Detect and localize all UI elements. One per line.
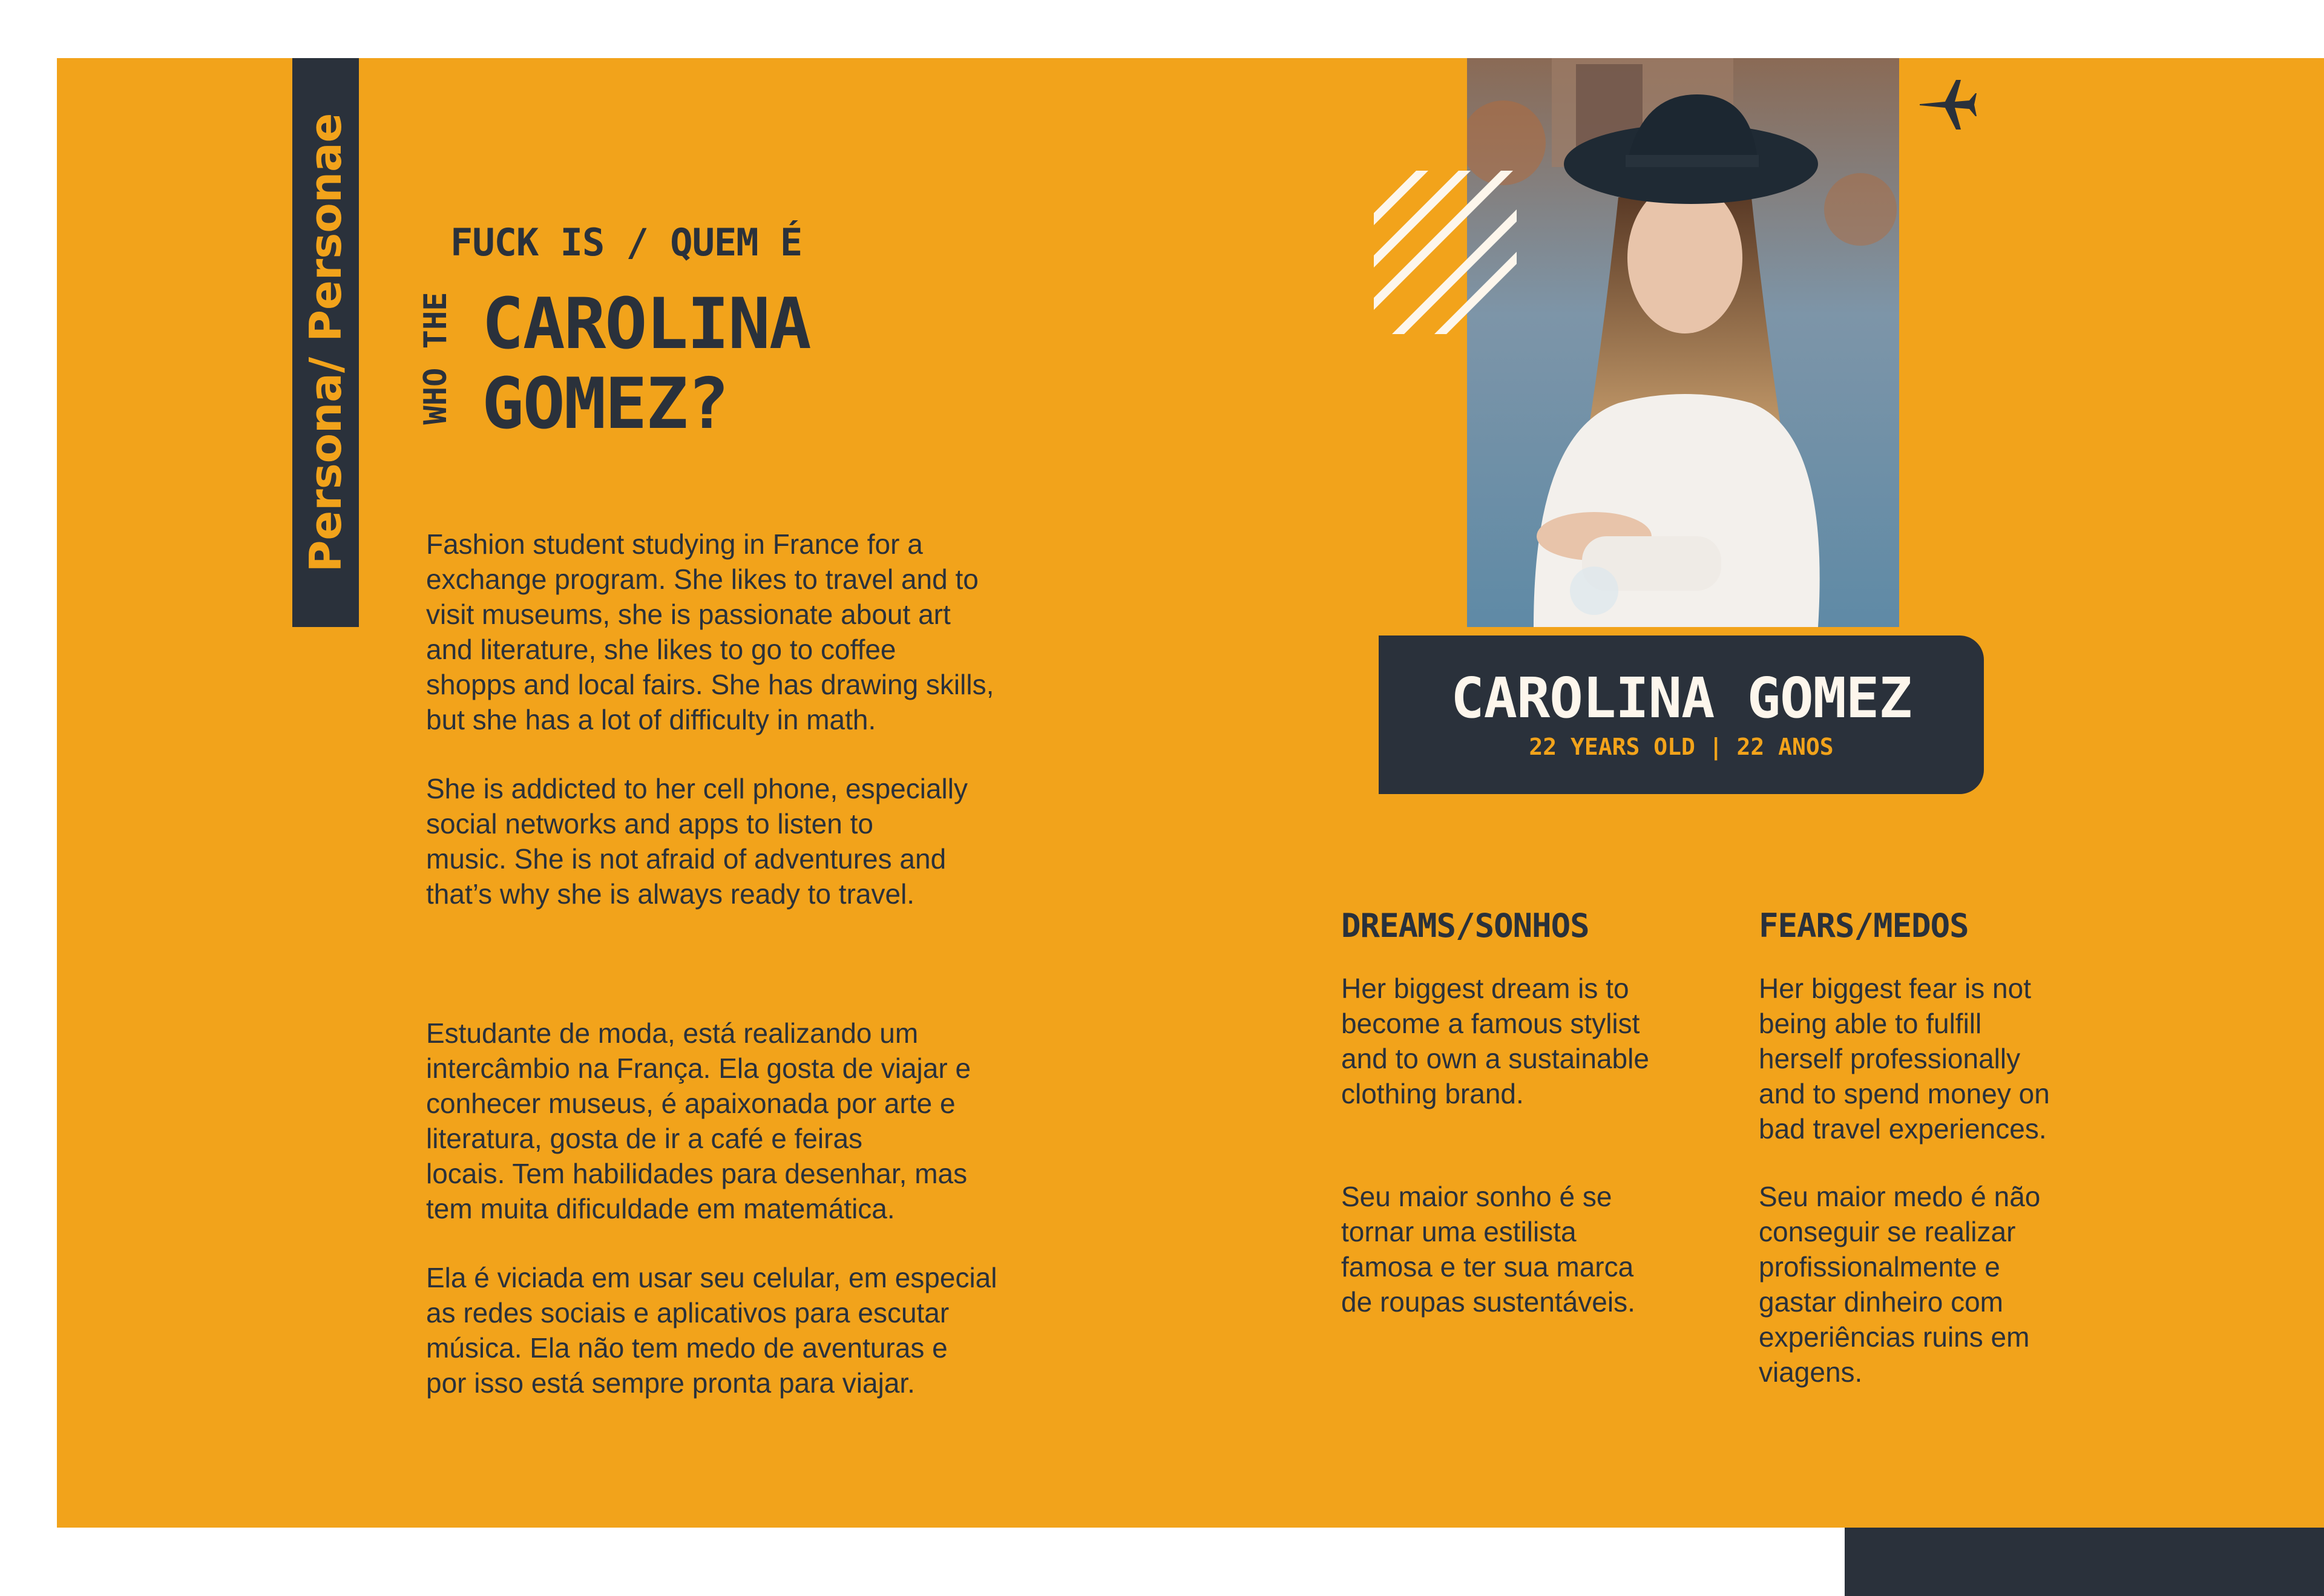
card-name: CAROLINA GOMEZ <box>1451 666 1912 731</box>
bio-pt-paragraph-1: Estudante de moda, está realizando um intercâmbio na França. Ela gosta de viajar e conhecer museus, é apaixonada por arte e literatura, gosta de ir a café e feiras locais. Tem habilidades para desenhar, mas tem muita dificuldade em matemática. <box>426 1017 971 1224</box>
bio-en-paragraph-1: Fashion student studying in France for a exchange program. She likes to travel and to visit museums, she is passionate about art and literature, she likes to go to coffee shopps and local fairs. She has drawing skills, but she has a lot of difficulty in math. <box>426 528 994 735</box>
heading-vertical-text: WHO THE <box>418 292 454 425</box>
fears-en-text: Her biggest fear is not being able to fulfill herself professionally and to spend money on bad travel experiences. <box>1759 973 2050 1144</box>
card-age: 22 YEARS OLD | 22 ANOS <box>1529 734 1834 760</box>
bio-en-paragraph-2: She is addicted to her cell phone, especially social networks and apps to listen to music. She is not afraid of adventures and that’s why she is always ready to travel. <box>426 773 968 910</box>
corner-block <box>1845 1528 2324 1596</box>
title-line-2: GOMEZ? <box>482 363 729 445</box>
name-card <box>1379 635 1984 794</box>
title-line-1: CAROLINA <box>482 283 810 365</box>
dreams-heading: DREAMS/SONHOS <box>1341 907 1589 945</box>
bio-pt-paragraph-2: Ela é viciada em usar seu celular, em especial as redes sociais e aplicativos para escutar música. Ela não tem medo de aventuras e por isso está sempre pronta para viajar. <box>426 1262 997 1399</box>
portrait-photo <box>1467 58 1899 627</box>
airplane-icon <box>1919 77 1977 132</box>
heading-top-text: FUCK IS / QUEM É <box>450 220 803 264</box>
fears-pt-text: Seu maior medo é não conseguir se realizar profissionalmente e gastar dinheiro com experiências ruins em viagens. <box>1759 1181 2041 1388</box>
dreams-en-text: Her biggest dream is to become a famous stylist and to own a sustainable clothing brand. <box>1341 973 1649 1109</box>
fears-heading: FEARS/MEDOS <box>1759 907 1969 945</box>
diagonal-stripes-icon <box>1374 171 1517 334</box>
dreams-pt-text: Seu maior sonho é se tornar uma estilista famosa e ter sua marca de roupas sustentáveis. <box>1341 1181 1635 1318</box>
side-tab-label: Persona/ Personae <box>300 113 351 573</box>
page-title <box>482 284 810 444</box>
